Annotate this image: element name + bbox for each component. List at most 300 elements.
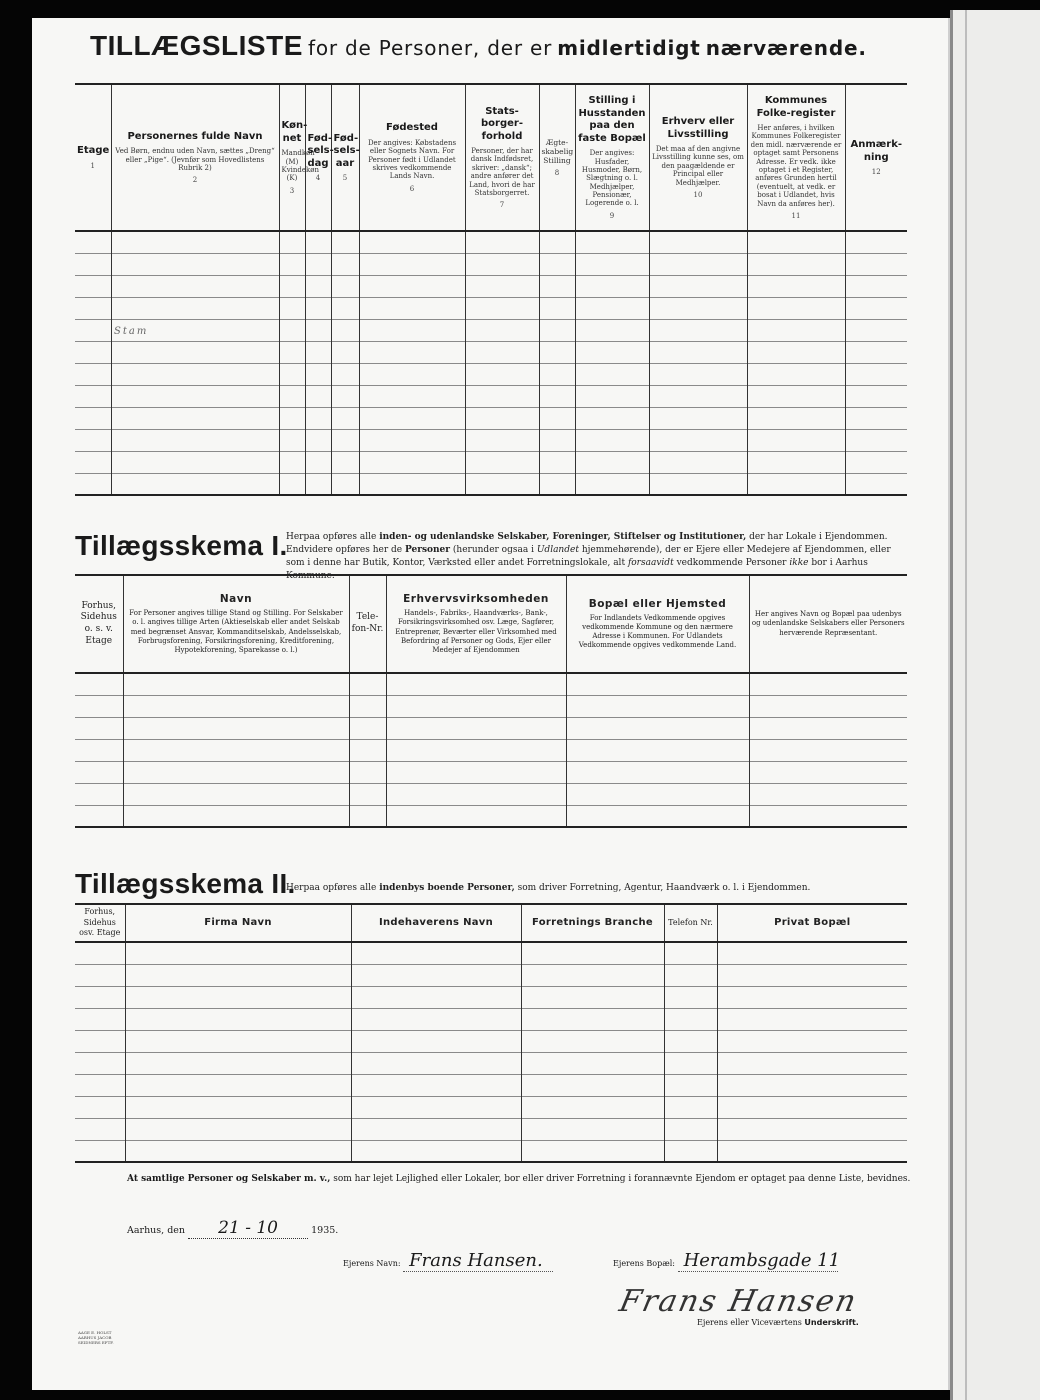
s1-cell[interactable] xyxy=(566,717,749,739)
s2-col-title: Forretnings Branche xyxy=(532,916,653,928)
list-cell[interactable] xyxy=(75,275,111,297)
list-cell[interactable] xyxy=(575,407,649,429)
s2-cell[interactable] xyxy=(75,1118,125,1140)
s2-cell[interactable] xyxy=(75,986,125,1008)
list-row xyxy=(75,473,907,495)
s2-cell[interactable] xyxy=(664,942,717,964)
list-cell[interactable] xyxy=(111,363,279,385)
list-cell[interactable] xyxy=(575,451,649,473)
list-cell[interactable] xyxy=(575,231,649,253)
s1-cell[interactable] xyxy=(75,695,123,717)
list-cell[interactable] xyxy=(331,429,359,451)
s2-cell[interactable] xyxy=(75,1140,125,1162)
list-col-title: Anmærk-ning xyxy=(850,139,902,163)
list-cell[interactable] xyxy=(305,297,331,319)
list-cell[interactable] xyxy=(305,253,331,275)
s1-col-subtitle: Forhus, Sidehus o. s. v. Etage xyxy=(80,600,117,646)
s1-cell[interactable] xyxy=(349,673,386,695)
list-cell[interactable] xyxy=(575,473,649,495)
list-cell[interactable] xyxy=(111,297,279,319)
s2-cell[interactable] xyxy=(125,1030,351,1052)
list-cell[interactable] xyxy=(575,253,649,275)
s2-row xyxy=(75,942,907,964)
list-cell[interactable] xyxy=(305,275,331,297)
list-cell[interactable] xyxy=(359,319,465,341)
list-cell[interactable] xyxy=(845,297,907,319)
s1-cell[interactable] xyxy=(566,761,749,783)
list-cell[interactable] xyxy=(75,341,111,363)
s1-col-header xyxy=(386,575,566,673)
list-cell[interactable] xyxy=(279,385,305,407)
s2-cell[interactable] xyxy=(125,1096,351,1118)
list-cell[interactable] xyxy=(539,319,575,341)
s1-cell[interactable] xyxy=(123,673,349,695)
list-cell[interactable] xyxy=(747,473,845,495)
s2-col-title: Privat Bopæl xyxy=(774,916,851,928)
s1-cell[interactable] xyxy=(123,761,349,783)
s1-row xyxy=(75,695,907,717)
s1-cell[interactable] xyxy=(386,673,566,695)
s1-cell[interactable] xyxy=(123,717,349,739)
list-cell[interactable] xyxy=(845,253,907,275)
s2-cell[interactable] xyxy=(521,1030,664,1052)
s2-cell[interactable] xyxy=(521,1008,664,1030)
list-cell[interactable] xyxy=(649,319,747,341)
list-cell[interactable] xyxy=(75,407,111,429)
list-cell[interactable] xyxy=(465,231,539,253)
list-cell[interactable] xyxy=(359,297,465,319)
schema2-table xyxy=(75,903,907,1163)
list-cell[interactable] xyxy=(649,341,747,363)
list-cell[interactable] xyxy=(575,275,649,297)
s2-row xyxy=(75,1030,907,1052)
title-post: nærværende. xyxy=(705,36,867,60)
list-cell[interactable] xyxy=(539,297,575,319)
s1-cell[interactable] xyxy=(566,783,749,805)
list-cell[interactable] xyxy=(539,407,575,429)
s1-row xyxy=(75,761,907,783)
s1-cell[interactable] xyxy=(349,783,386,805)
list-cell[interactable] xyxy=(575,297,649,319)
s2-col-header xyxy=(75,904,125,942)
list-cell[interactable] xyxy=(649,385,747,407)
faint-stamp: Stam xyxy=(114,326,149,337)
list-col-header xyxy=(747,84,845,231)
s2-cell[interactable] xyxy=(75,964,125,986)
list-cell[interactable] xyxy=(111,253,279,275)
list-cell[interactable] xyxy=(331,363,359,385)
s1-row xyxy=(75,805,907,827)
list-cell[interactable] xyxy=(279,319,305,341)
list-cell[interactable] xyxy=(75,363,111,385)
attestation-text: At samtlige Personer og Selskaber m. v., som har lejet Lejlighed eller Lokaler, bor eller driver Forretning i forannævnte Ejendom er optaget paa denne Liste, bevidnes. xyxy=(127,1174,911,1184)
list-cell[interactable] xyxy=(575,363,649,385)
list-cell[interactable] xyxy=(331,319,359,341)
s1-col-subtitle: Handels-, Fabriks-, Haandværks-, Bank-, Forsikringsvirksomhed osv. Læge, Sagfører, Entreprenør, Beværter eller Virksomhed med Befordring af Personer og Gods, Ejer eller Medejer af Ejendommen xyxy=(395,609,557,654)
s1-cell[interactable] xyxy=(123,739,349,761)
s1-cell[interactable] xyxy=(386,761,566,783)
s2-cell[interactable] xyxy=(664,964,717,986)
list-cell[interactable] xyxy=(359,407,465,429)
list-cell[interactable] xyxy=(575,429,649,451)
list-cell[interactable] xyxy=(305,341,331,363)
list-cell[interactable] xyxy=(75,319,111,341)
s1-cell[interactable] xyxy=(386,783,566,805)
list-cell[interactable] xyxy=(465,407,539,429)
list-cell[interactable] xyxy=(75,253,111,275)
list-cell[interactable] xyxy=(575,385,649,407)
s2-cell[interactable] xyxy=(351,1140,521,1162)
list-cell[interactable] xyxy=(539,253,575,275)
list-cell[interactable] xyxy=(279,231,305,253)
list-cell[interactable] xyxy=(279,473,305,495)
list-cell[interactable] xyxy=(465,473,539,495)
s2-row xyxy=(75,964,907,986)
s1-cell[interactable] xyxy=(349,761,386,783)
s1-col-subtitle: Her angives Navn og Bopæl paa udenbys og udenlandske Selskabers eller Personers herværende Repræsentant. xyxy=(751,610,905,637)
list-cell[interactable] xyxy=(465,363,539,385)
s2-cell[interactable] xyxy=(351,1008,521,1030)
list-col-number: 8 xyxy=(554,169,560,177)
list-cell[interactable] xyxy=(747,385,845,407)
s2-cell[interactable] xyxy=(125,1074,351,1096)
list-cell[interactable] xyxy=(845,407,907,429)
list-col-number: 4 xyxy=(315,174,321,183)
list-cell[interactable] xyxy=(305,407,331,429)
s2-cell[interactable] xyxy=(521,1118,664,1140)
list-cell[interactable] xyxy=(111,231,279,253)
s1-cell[interactable] xyxy=(349,717,386,739)
list-cell[interactable] xyxy=(305,451,331,473)
s2-cell[interactable] xyxy=(351,964,521,986)
list-cell[interactable] xyxy=(359,451,465,473)
handwritten-date: 21 - 10 xyxy=(188,1218,308,1239)
s1-cell[interactable] xyxy=(749,739,907,761)
list-cell[interactable] xyxy=(465,385,539,407)
list-col-header xyxy=(75,84,111,231)
s1-col-header xyxy=(566,575,749,673)
s2-cell[interactable] xyxy=(351,1096,521,1118)
list-col-header xyxy=(279,84,320,231)
list-cell[interactable] xyxy=(305,231,331,253)
list-cell[interactable] xyxy=(845,341,907,363)
s1-cell[interactable] xyxy=(123,805,349,827)
list-cell[interactable] xyxy=(845,385,907,407)
list-cell[interactable] xyxy=(331,407,359,429)
s2-cell[interactable] xyxy=(125,986,351,1008)
list-cell[interactable] xyxy=(279,253,305,275)
s1-cell[interactable] xyxy=(349,739,386,761)
list-cell[interactable] xyxy=(649,275,747,297)
s2-cell[interactable] xyxy=(125,942,351,964)
s2-cell[interactable] xyxy=(717,1052,907,1074)
list-cell[interactable] xyxy=(539,341,575,363)
list-cell[interactable] xyxy=(359,429,465,451)
s2-cell[interactable] xyxy=(717,1140,907,1162)
s1-cell[interactable] xyxy=(123,783,349,805)
list-cell[interactable] xyxy=(279,341,305,363)
s2-cell[interactable] xyxy=(75,1074,125,1096)
list-row xyxy=(75,429,907,451)
s1-col-subtitle: For Personer angives tillige Stand og Stilling. For Selskaber o. l. angives tillige Arten (Aktieselskab eller andet Selskab med begrænset Ansvar, Kommanditselskab, Andelsselskab, Forbrugsforening, Forsikringsforening, Kreditforening, Hypotekforening, Sparekasse o. l.) xyxy=(129,609,343,654)
s2-cell[interactable] xyxy=(717,942,907,964)
s1-cell[interactable] xyxy=(75,783,123,805)
s2-cell[interactable] xyxy=(664,1118,717,1140)
list-cell[interactable] xyxy=(279,275,305,297)
s2-cell[interactable] xyxy=(664,1140,717,1162)
s2-cell[interactable] xyxy=(75,1008,125,1030)
list-cell[interactable] xyxy=(305,385,331,407)
list-cell[interactable] xyxy=(111,275,279,297)
s1-cell[interactable] xyxy=(349,805,386,827)
s2-row xyxy=(75,1096,907,1118)
list-col-number: 7 xyxy=(499,201,505,210)
s2-cell[interactable] xyxy=(664,1052,717,1074)
list-cell[interactable] xyxy=(465,341,539,363)
list-row xyxy=(75,231,907,253)
list-cell[interactable] xyxy=(359,473,465,495)
title-pre: for de Personer, der er xyxy=(307,36,553,60)
list-cell[interactable] xyxy=(845,451,907,473)
list-cell[interactable] xyxy=(111,407,279,429)
s1-row xyxy=(75,739,907,761)
list-cell[interactable] xyxy=(649,473,747,495)
s2-cell[interactable] xyxy=(521,986,664,1008)
list-cell[interactable] xyxy=(305,429,331,451)
list-cell[interactable] xyxy=(747,275,845,297)
list-cell[interactable] xyxy=(75,473,111,495)
s2-cell[interactable] xyxy=(125,1118,351,1140)
list-cell[interactable] xyxy=(359,363,465,385)
s2-cell[interactable] xyxy=(75,1030,125,1052)
list-cell[interactable] xyxy=(111,451,279,473)
list-cell[interactable] xyxy=(465,253,539,275)
list-cell[interactable] xyxy=(649,297,747,319)
s2-cell[interactable] xyxy=(75,1052,125,1074)
s2-cell[interactable] xyxy=(351,1074,521,1096)
s1-cell[interactable] xyxy=(566,673,749,695)
list-col-number: 9 xyxy=(609,211,615,220)
s2-cell[interactable] xyxy=(521,1140,664,1162)
list-cell[interactable] xyxy=(331,253,359,275)
s2-cell[interactable] xyxy=(664,1074,717,1096)
list-cell[interactable] xyxy=(279,297,305,319)
list-col-header xyxy=(465,84,539,231)
list-col-subtitle: Der angives: Købstadens eller Sognets Navn. For Personer født i Udlandet skrives vedkommende Lands Navn. xyxy=(367,138,457,181)
list-col-header xyxy=(359,84,465,231)
s2-cell[interactable] xyxy=(717,1074,907,1096)
s1-cell[interactable] xyxy=(75,761,123,783)
s1-cell[interactable] xyxy=(749,717,907,739)
s2-cell[interactable] xyxy=(717,1030,907,1052)
s2-cell[interactable] xyxy=(664,1030,717,1052)
s1-cell[interactable] xyxy=(566,805,749,827)
s2-cell[interactable] xyxy=(717,1118,907,1140)
s1-cell[interactable] xyxy=(566,739,749,761)
s2-cell[interactable] xyxy=(521,942,664,964)
s1-cell[interactable] xyxy=(749,673,907,695)
s1-cell[interactable] xyxy=(386,695,566,717)
list-cell[interactable] xyxy=(111,429,279,451)
list-cell[interactable] xyxy=(331,473,359,495)
s2-cell[interactable] xyxy=(664,986,717,1008)
s1-cell[interactable] xyxy=(386,805,566,827)
s2-cell[interactable] xyxy=(521,1052,664,1074)
s2-cell[interactable] xyxy=(664,1008,717,1030)
list-cell[interactable] xyxy=(75,297,111,319)
list-row xyxy=(75,319,907,341)
list-cell[interactable] xyxy=(75,429,111,451)
s1-cell[interactable] xyxy=(749,695,907,717)
list-cell[interactable] xyxy=(111,385,279,407)
list-col-header xyxy=(845,84,907,231)
s1-col-subtitle: Tele-fon-Nr. xyxy=(351,612,384,634)
list-cell[interactable] xyxy=(845,429,907,451)
s2-cell[interactable] xyxy=(664,1096,717,1118)
list-cell[interactable] xyxy=(845,363,907,385)
s1-col-header xyxy=(75,575,123,673)
list-cell[interactable] xyxy=(539,385,575,407)
s2-cell[interactable] xyxy=(521,964,664,986)
s2-cell[interactable] xyxy=(351,1052,521,1074)
list-cell[interactable] xyxy=(305,473,331,495)
list-cell[interactable] xyxy=(649,407,747,429)
list-cell[interactable] xyxy=(747,253,845,275)
list-cell[interactable] xyxy=(279,407,305,429)
s1-cell[interactable] xyxy=(123,695,349,717)
list-cell[interactable] xyxy=(465,319,539,341)
s2-cell[interactable] xyxy=(351,1118,521,1140)
list-cell[interactable] xyxy=(305,363,331,385)
list-col-subtitle: Mandkøn (M) Kvindekøn (K) xyxy=(281,149,320,183)
list-cell[interactable] xyxy=(649,253,747,275)
list-cell[interactable] xyxy=(331,297,359,319)
s2-cell[interactable] xyxy=(351,1030,521,1052)
list-cell[interactable] xyxy=(649,451,747,473)
list-cell[interactable] xyxy=(845,319,907,341)
list-cell[interactable] xyxy=(331,275,359,297)
list-cell[interactable] xyxy=(359,341,465,363)
list-cell[interactable] xyxy=(111,341,279,363)
list-cell[interactable] xyxy=(331,451,359,473)
list-cell[interactable] xyxy=(331,341,359,363)
list-cell[interactable] xyxy=(359,253,465,275)
list-cell[interactable] xyxy=(747,363,845,385)
list-cell[interactable] xyxy=(649,231,747,253)
s2-cell[interactable] xyxy=(125,1140,351,1162)
s2-cell[interactable] xyxy=(717,986,907,1008)
list-cell[interactable] xyxy=(747,429,845,451)
list-cell[interactable] xyxy=(465,275,539,297)
s1-cell[interactable] xyxy=(75,739,123,761)
s2-cell[interactable] xyxy=(521,1096,664,1118)
list-cell[interactable] xyxy=(845,231,907,253)
list-cell[interactable] xyxy=(279,363,305,385)
list-cell[interactable] xyxy=(305,319,331,341)
title-bold-word: midlertidigt xyxy=(557,36,701,60)
list-cell[interactable] xyxy=(465,451,539,473)
s1-cell[interactable] xyxy=(386,739,566,761)
s1-cell[interactable] xyxy=(749,783,907,805)
s1-cell[interactable] xyxy=(566,695,749,717)
list-cell[interactable] xyxy=(75,385,111,407)
s2-cell[interactable] xyxy=(521,1074,664,1096)
list-cell[interactable] xyxy=(539,275,575,297)
s1-cell[interactable] xyxy=(749,805,907,827)
list-cell[interactable] xyxy=(75,231,111,253)
list-cell[interactable] xyxy=(279,429,305,451)
list-cell[interactable] xyxy=(747,451,845,473)
s1-cell[interactable] xyxy=(75,673,123,695)
list-cell[interactable] xyxy=(747,231,845,253)
owner-signature: Frans Hansen xyxy=(616,1284,861,1319)
list-col-number: 2 xyxy=(192,176,198,185)
s1-cell[interactable] xyxy=(749,761,907,783)
s2-cell[interactable] xyxy=(351,986,521,1008)
list-cell[interactable] xyxy=(575,319,649,341)
list-cell[interactable] xyxy=(359,275,465,297)
list-cell[interactable] xyxy=(649,429,747,451)
list-col-title: Stilling i Husstanden paa den faste Bopæl xyxy=(578,95,646,144)
s2-cell[interactable] xyxy=(351,942,521,964)
s2-cell[interactable] xyxy=(717,1096,907,1118)
list-cell[interactable] xyxy=(331,385,359,407)
list-cell[interactable] xyxy=(539,429,575,451)
list-col-title: Kommunes Folke-register xyxy=(756,95,836,119)
s1-cell[interactable] xyxy=(75,805,123,827)
list-cell[interactable] xyxy=(465,297,539,319)
list-cell[interactable] xyxy=(359,385,465,407)
s2-cell[interactable] xyxy=(75,942,125,964)
s2-cell[interactable] xyxy=(75,1096,125,1118)
s1-col-title: Erhvervsvirksomheden xyxy=(403,593,549,606)
list-col-title: Personernes fulde Navn xyxy=(127,130,263,142)
list-cell[interactable] xyxy=(539,231,575,253)
list-cell[interactable] xyxy=(539,473,575,495)
list-row xyxy=(75,297,907,319)
s1-cell[interactable] xyxy=(349,695,386,717)
list-cell[interactable] xyxy=(279,451,305,473)
list-cell[interactable] xyxy=(331,231,359,253)
list-cell[interactable] xyxy=(747,319,845,341)
list-cell[interactable] xyxy=(747,297,845,319)
s2-row xyxy=(75,1118,907,1140)
date-line: Aarhus, den 21 - 10 1935. xyxy=(127,1218,339,1238)
list-cell[interactable] xyxy=(539,451,575,473)
s1-cell[interactable] xyxy=(386,717,566,739)
list-cell[interactable] xyxy=(845,473,907,495)
list-cell[interactable] xyxy=(575,341,649,363)
list-cell[interactable] xyxy=(747,407,845,429)
s2-cell[interactable] xyxy=(125,1052,351,1074)
list-row xyxy=(75,363,907,385)
list-cell[interactable] xyxy=(649,363,747,385)
list-cell[interactable] xyxy=(539,363,575,385)
list-cell[interactable] xyxy=(111,473,279,495)
list-cell[interactable] xyxy=(845,275,907,297)
list-cell[interactable] xyxy=(747,341,845,363)
list-cell[interactable] xyxy=(359,231,465,253)
s2-cell[interactable] xyxy=(125,1008,351,1030)
s2-cell[interactable] xyxy=(717,964,907,986)
s2-cell[interactable] xyxy=(125,964,351,986)
list-cell[interactable] xyxy=(465,429,539,451)
s2-row xyxy=(75,1052,907,1074)
list-cell[interactable] xyxy=(75,451,111,473)
s1-cell[interactable] xyxy=(75,717,123,739)
list-col-title: Stats-borger-forhold xyxy=(481,105,523,142)
s2-cell[interactable] xyxy=(717,1008,907,1030)
